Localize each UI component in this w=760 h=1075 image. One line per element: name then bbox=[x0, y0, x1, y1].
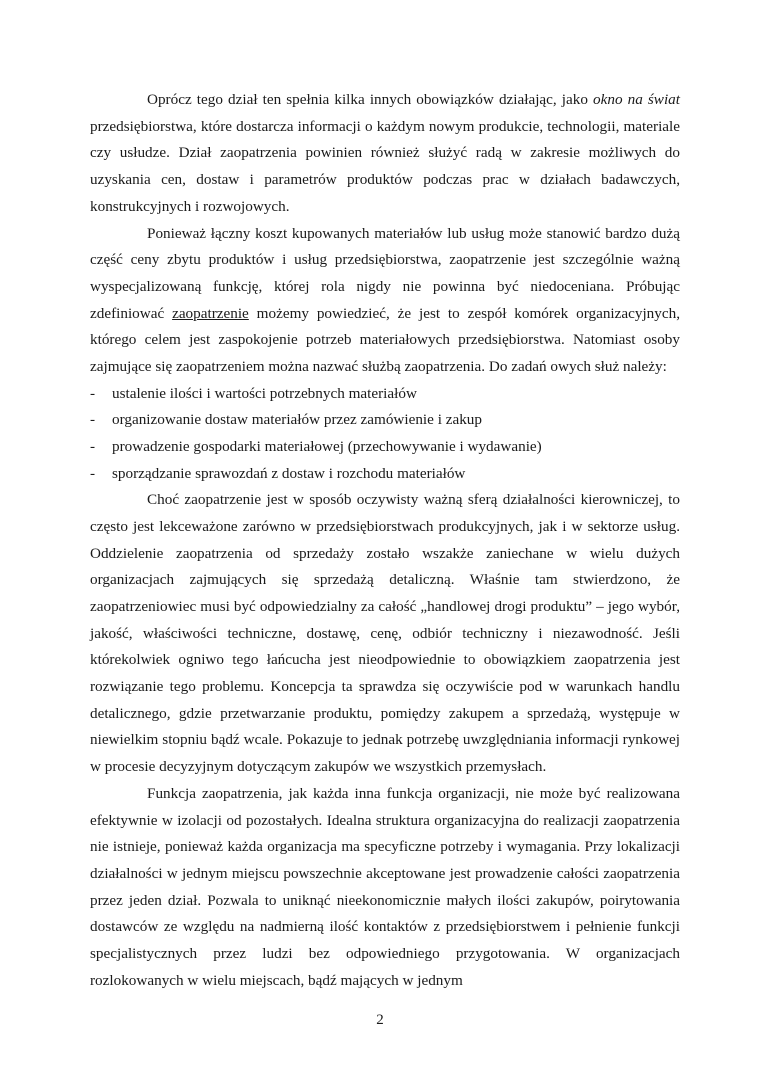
paragraph-1-text-a: Oprócz tego dział ten spełnia kilka innych obowiązków działając, jako bbox=[147, 91, 594, 108]
paragraph-4: Funkcja zaopatrzenia, jak każda inna funkcja organizacji, nie może być realizowana efektywnie w izolacji od pozostałych. Idealna struktura organizacyjna do realizacji zaopatrzenia nie istnieje, ponieważ każda organizacja ma specyficzne potrzeby i wymagania. Przy lokalizacji działalności w jednym miejscu powszechnie akceptowane jest prowadzenie całości zaopatrzenia przez jeden dział. Pozwala to uniknąć nieekonomicznie małych ilości zakupów, poirytowania dostawców ze względu na nadmierną ilość kontaktów z przedsiębiorstwem i pełnienie funkcji specjalistycznych przez ludzi bez odpowiedniego przygotowania. W organizacjach rozlokowanych w wielu miejscach, bądź mających w jednym bbox=[90, 784, 680, 989]
paragraph-3: Choć zaopatrzenie jest w sposób oczywisty ważną sferą działalności kierowniczej, to często jest lekceważone zarówno w przedsiębiorstwach produkcyjnych, jak i w sektorze usług. Oddzielenie zaopatrzenia od sprzedaży zostało wszakże zaniechane w wielu dużych organizacjach zajmujących się sprzedażą detaliczną. Właśnie tam stwierdzono, że zaopatrzeniowiec musi być odpowiedzialny za całość „handlowej drogi produktu” – jego wybór, jakość, właściwości techniczne, dostawę, cenę, odbiór techniczny i niezawodność. Jeśli którekolwiek ogniwo tego łańcucha jest nieodpowiednie to obowiązkiem zaopatrzenia jest rozwiązanie tego problemu. Koncepcja ta sprawdza się oczywiście pod w warunkach handlu detalicznego, gdzie przetwarzanie produktu, pomiędzy zakupem a sprzedażą, występuje w niewielkim stopniu bądź wcale. Pokazuje to jednak potrzebę uwzględniania informacji rynkowej w procesie decyzyjnym dotyczącym zakupów we wszystkich przemysłach. bbox=[90, 491, 680, 776]
emphasis-okno-na-swiat: okno na świat bbox=[593, 91, 680, 108]
list-item-text: ustalenie ilości i wartości potrzebnych materiałów bbox=[112, 384, 417, 402]
list-marker: - bbox=[90, 437, 96, 455]
list-item bbox=[90, 461, 680, 488]
list-item bbox=[90, 407, 680, 434]
paragraph-1 bbox=[90, 87, 680, 221]
list-item-text: organizowanie dostaw materiałów przez zamówienie i zakup bbox=[112, 411, 482, 429]
list-marker: - bbox=[90, 464, 96, 482]
duties-list bbox=[90, 381, 680, 487]
paragraph-1-text-b: przedsiębiorstwa, które dostarcza informacji o każdym nowym produkcie, technologii, materiale czy usłudze. Dział zaopatrzenia powinien również służyć radą w zakresie możliwych do uzyskania cen, dostaw i parametrów produktów podczas prac w działach badawczych, konstrukcyjnych i rozwojowych. bbox=[90, 117, 680, 215]
list-item bbox=[90, 381, 680, 408]
list-item bbox=[90, 434, 680, 461]
list-item-text: sporządzanie sprawozdań z dostaw i rozchodu materiałów bbox=[112, 464, 466, 482]
list-marker: - bbox=[90, 384, 96, 402]
paragraph-2 bbox=[90, 221, 680, 381]
page-number: 2 bbox=[376, 1012, 384, 1028]
page-body bbox=[90, 87, 680, 994]
zaopatrzenie-link[interactable]: zaopatrzenie bbox=[172, 304, 249, 322]
list-item-text: prowadzenie gospodarki materiałowej (przechowywanie i wydawanie) bbox=[112, 437, 542, 455]
list-marker: - bbox=[90, 411, 96, 429]
paragraph-2-text-a: Ponieważ łączny koszt kupowanych materiałów lub usług może stanowić bardzo dużą część ceny zbytu produktów i usług przedsiębiorstwa, zaopatrzenie jest szczególnie ważną wyspecjalizowaną funkcję, której rola nigdy nie powinna być niedoceniana. Próbując zdefiniować bbox=[90, 224, 680, 322]
paragraph-2-text-b: możemy powiedzieć, że jest to zespół komórek organizacyjnych, którego celem jest zaspokojenie potrzeb materiałowych przedsiębiorstwa. Natomiast osoby zajmujące się zaopatrzeniem można nazwać służbą zaopatrzenia. Do zadań owych służ należy: bbox=[90, 304, 680, 376]
